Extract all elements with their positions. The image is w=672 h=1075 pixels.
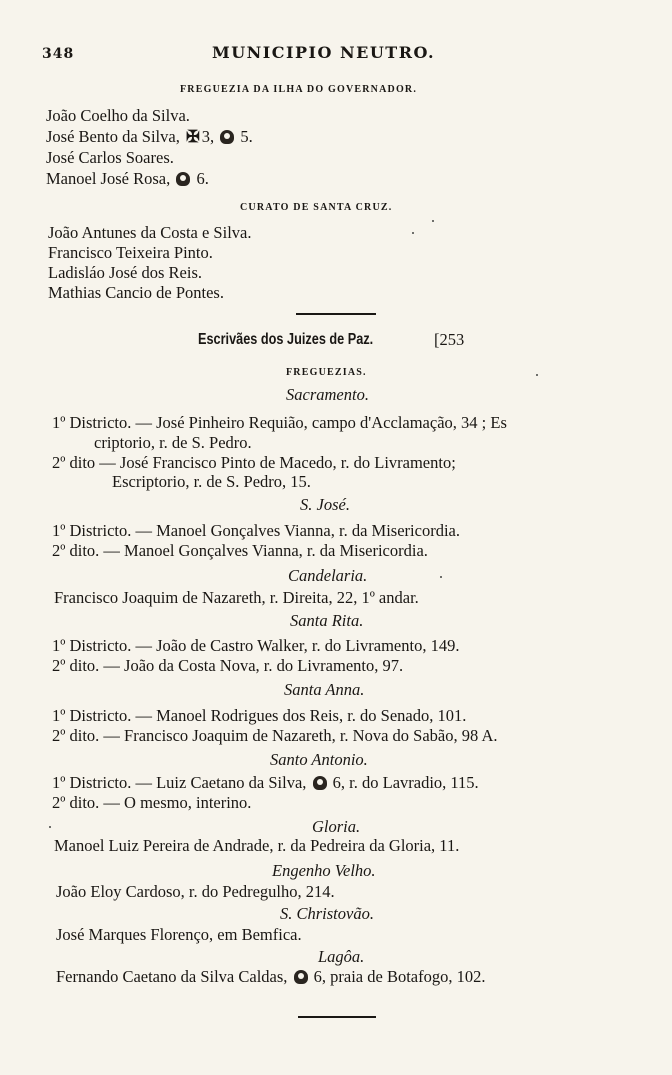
emblem-mark-value: 5. [240,127,253,146]
lagoa-line-1 [56,967,486,987]
curato-name-2: Francisco Teixeira Pinto. [48,243,213,262]
santaanna-line-1: 1º Districto. — Manoel Rodrigues dos Reis, r. do Senado, 101. [52,706,467,725]
cross-icon: ✠ [185,127,200,146]
parish-lagoa: Lagôa. [318,947,365,966]
lagoa-line-1-text: Fernando Caetano da Silva Caldas, [56,967,288,986]
freguezias-subheading: FREGUEZIAS. [286,367,367,378]
name-manoel-rosa [46,169,209,189]
section-ref: [253 [434,330,465,349]
parish-santarita: Santa Rita. [290,611,364,630]
santarita-line-2: 2º dito. — João da Costa Nova, r. do Livramento, 97. [52,656,404,675]
name-manoel-rosa-text: Manoel José Rosa, [46,169,171,188]
sjose-line-2: 2º dito. — Manoel Gonçalves Vianna, r. da Misericordia. [52,541,428,560]
parish-engenho: Engenho Velho. [272,861,376,880]
santoantonio-line-2: 2º dito. — O mesmo, interino. [52,793,252,812]
parish-santaanna: Santa Anna. [284,680,365,699]
santoantonio-line-1-text: 1º Districto. — Luiz Caetano da Silva, [52,773,307,792]
sacramento-line-4: Escriptorio, r. de S. Pedro, 15. [112,472,311,491]
name-jose-carlos: José Carlos Soares. [46,148,174,167]
candelaria-line-1: Francisco Joaquim de Nazareth, r. Direita, 22, 1º andar. [54,588,419,607]
parish-christovao: S. Christovão. [280,904,374,923]
order-emblem-icon [294,970,308,984]
print-speck [536,374,538,376]
gloria-line-1: Manoel Luiz Pereira de Andrade, r. da Pedreira da Gloria, 11. [54,836,460,855]
sjose-line-1: 1º Districto. — Manoel Gonçalves Vianna, r. da Misericordia. [52,521,460,540]
order-emblem-icon [220,130,234,144]
curato-name-3: Ladisláo José dos Reis. [48,263,202,282]
parish-santoantonio: Santo Antonio. [270,750,368,769]
order-emblem-icon [313,776,327,790]
parish-sjose: S. José. [300,495,350,514]
santoantonio-line-1 [52,773,479,793]
santarita-line-1: 1º Districto. — João de Castro Walker, r. do Livramento, 149. [52,636,460,655]
sacramento-line-1: 1º Districto. — José Pinheiro Requião, campo d'Acclamação, 34 ; Es [52,413,507,432]
sacramento-line-2: criptorio, r. de S. Pedro. [94,433,252,452]
page-number: 348 [42,46,75,62]
print-speck [412,232,414,234]
cross-mark-value: 3, [201,127,215,146]
print-speck [432,220,434,222]
page-title: MUNICIPIO NEUTRO. [212,43,436,62]
divider-rule [298,1016,376,1018]
parish-candelaria: Candelaria. [288,566,368,585]
curato-name-1: João Antunes da Costa e Silva. [48,223,252,242]
divider-rule [296,313,376,315]
curato-name-4: Mathias Cancio de Pontes. [48,283,224,302]
print-speck [440,576,442,578]
order-emblem-icon [176,172,190,186]
parish-gloria: Gloria. [312,817,361,836]
santaanna-line-2: 2º dito. — Francisco Joaquim de Nazareth, r. Nova do Sabão, 98 A. [52,726,498,745]
section-heading: Escrivães dos Juizes de Paz. [198,331,374,348]
emblem-mark-value: 6. [196,169,209,188]
curato-heading: CURATO DE SANTA CRUZ. [240,202,393,213]
engenho-line-1: João Eloy Cardoso, r. do Pedregulho, 214. [56,882,335,901]
parish-sacramento: Sacramento. [286,385,369,404]
santoantonio-line-1-rest: 6, r. do Lavradio, 115. [332,773,479,792]
name-jose-bento-text: José Bento da Silva, [46,127,180,146]
sacramento-line-3: 2º dito — José Francisco Pinto de Macedo, r. do Livramento; [52,453,456,472]
christovao-line-1: José Marques Florenço, em Bemfica. [56,925,302,944]
name-joao-coelho: João Coelho da Silva. [46,106,190,125]
freguezia-heading: FREGUEZIA DA ILHA DO GOVERNADOR. [180,84,418,95]
name-jose-bento [46,127,253,147]
lagoa-line-1-rest: 6, praia de Botafogo, 102. [313,967,486,986]
print-speck [49,826,51,828]
